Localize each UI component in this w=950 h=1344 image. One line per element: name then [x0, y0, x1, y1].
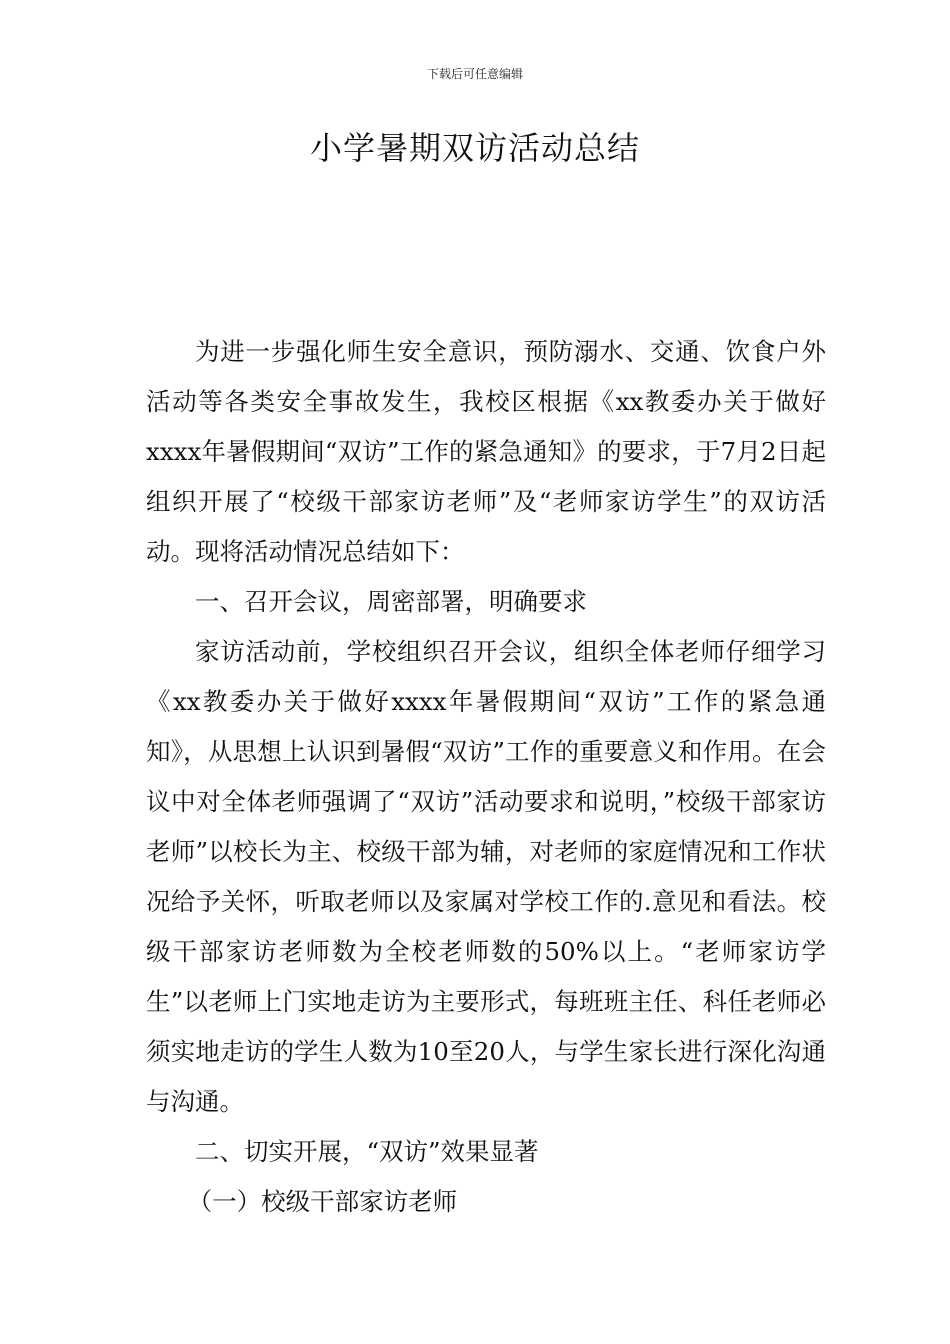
document-title: 小学暑期双访活动总结 [309, 129, 640, 167]
header-note: 下载后可任意编辑 [426, 67, 523, 81]
intro-paragraph: 为进一步强化师生安全意识，预防溺水、交通、饮食户外活动等各类安全事故发生，我校区根据《xx教委办关于做好xxxx年暑假期间“双访”工作的紧急通知》的要求，于7月2日起组织开展了“校级干部家访老师”及“老师家访学生”的双访活动。现将活动情况总结如下： [146, 337, 826, 566]
document-body [146, 327, 826, 1227]
section-2-heading: 二、切实开展，“双访”效果显著 [195, 1137, 539, 1166]
section-2-subheading: （一）校级干部家访老师 [187, 1187, 458, 1216]
section-1-body: 家访活动前，学校组织召开会议，组织全体老师仔细学习《xx教委办关于做好xxxx年暑假期间“双访”工作的紧急通知》，从思想上认识到暑假“双访”工作的重要意义和作用。在会议中对全体老师强调了“双访”活动要求和说明，”校级干部家访老师”以校长为主、校级干部为辅，对老师的家庭情况和工作状况给予关怀，听取老师以及家属对学校工作的.意见和看法。校级干部家访老师数为全校老师数的50%以上。“老师家访学生”以老师上门实地走访为主要形式，每班班主任、科任老师必须实地走访的学生人数为10至20人，与学生家长进行深化沟通与沟通。 [146, 637, 826, 1116]
section-1-heading: 一、召开会议，周密部署，明确要求 [195, 587, 587, 616]
